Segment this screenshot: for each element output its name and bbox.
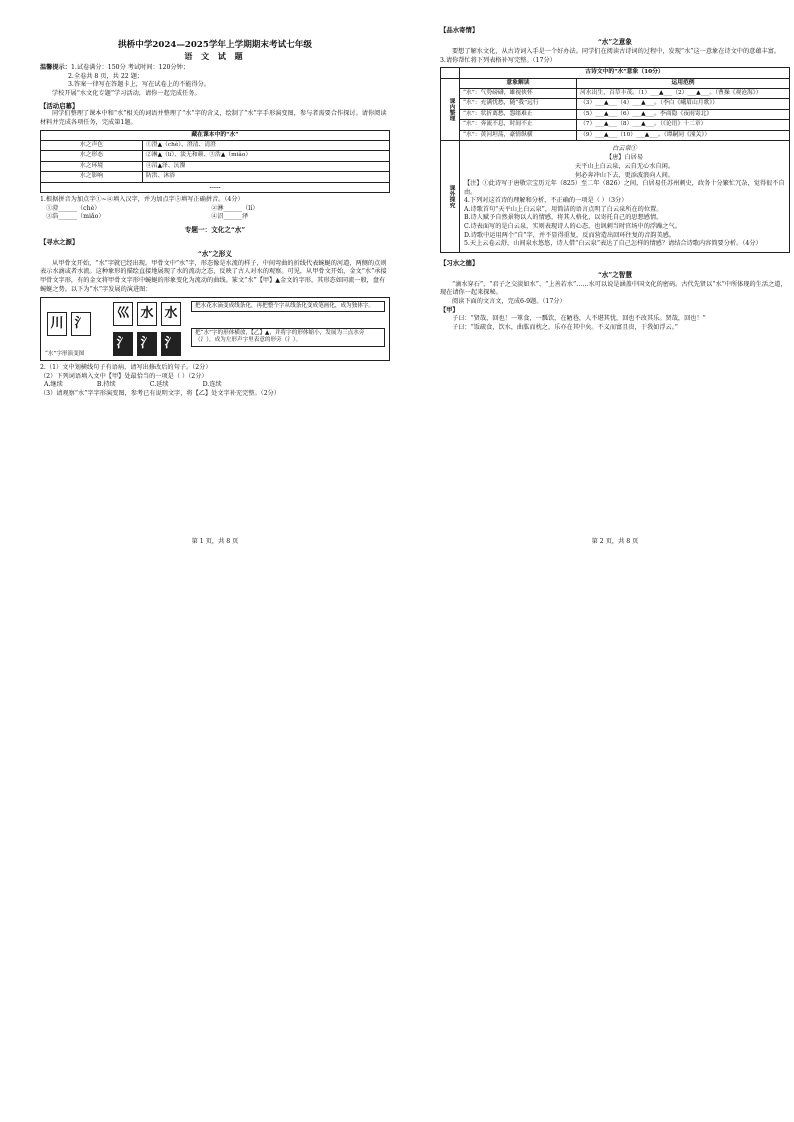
tips-label: 温馨提示： [40,64,71,71]
section-wisdom: 【习水之德】 [440,258,479,267]
article-title: “水”之意象 [598,38,632,46]
table-cell: “水”：黄河坦荡，豪情纵横 [460,130,577,140]
table-row [441,89,790,99]
poem-line-1: 天平山上白云泉，云自无心水自闲。 [575,163,674,171]
water-evolution-figure [40,297,390,361]
option-b: B.持续 [96,381,116,389]
table-row [41,140,390,150]
table-cell: ①澄▲（chè）、澄清、清澄 [143,140,390,150]
question-5: 5.天上云卷云舒，山间泉水悠悠，诗人借“白云泉”表达了自己怎样的情感？请结合诗歌内容简要分析。（4分） [464,240,762,248]
in-class-label: 课内整理 [448,97,454,121]
table-cell: “水”：充满忧愁，随“我”远行 [460,99,577,109]
table-cell: “水”：气势磅礴，雄视侠怀 [460,89,577,99]
wisdom-intro: “滴水穿石”、“君子之交淡如水”、“上善若水”……水可以说是涵盖中国文化的密码。古代先贤以“水”中所体现的生活之道，现在请你一起来探秘。 [440,280,787,297]
tip-2: 2.全卷共 8 页，共 22 题； [68,72,144,80]
table-cell: （9）___▲___（10）___▲___。（谭嗣同《潼关》） [577,130,790,140]
table2-head: 运用范例 [577,78,790,88]
table-cell: （3）___▲___（4）___▲___。（李白《峨眉山月歌》） [577,99,790,109]
option-c: C.延续 [149,381,169,389]
passage-jia-label: 【甲】 [440,306,459,314]
article-title: “水”之形义 [198,249,232,258]
intro-text: 要想了解水文化，从古诗词入手是一个好办法。同学们在阅读古诗词的过程中，发现“水”这一意象在诗文中的意蕴丰富。 [452,48,781,55]
question-1-items [40,205,390,222]
section-seek: 【寻水之源】 [40,237,79,246]
question-3: 3.请你帮忙将下列表格补写完整。（17分） [440,56,556,64]
table-cell: ②淋▲（lí）、淡无和颜、③浩▲（miǎo） [143,151,390,161]
question-2-2: （2）下列词语填入文中【甲】处最恰当的一项是（ ）（2分） [40,372,208,380]
exam-page-1 [40,40,390,545]
table-cell: 防洪、沐浴 [143,172,390,182]
exam-subtitle: 语 文 试 题 [184,51,246,61]
question-1: 1.根据拼音为加点字①~④填入汉字，并为加点字⑤填写正确拼音。（4分） [40,196,244,203]
evolution-note-2: 把“水”字的形体横放，【乙】▲，并将字的形体缩小，发展为三点水旁（氵），成为左形声字里表意的形旁（氵）。 [191,328,385,346]
option-a: A.继续 [44,381,63,389]
q4-option-b: B.诗人赋予自然景物以人的情感，将其人格化，以寄托自己的思想感情。 [464,214,663,222]
seal-glyph: 水 [137,302,157,326]
q4-option-c: C.诗表面写的是白云泉，实则表现诗人的心态，也讽刺当时官场中的浮躁之气。 [464,223,681,230]
passage-jia-1: 子曰：“贤哉，回也！一箪食，一瓢饮，在陋巷，人不堪其忧，回也不改其乐。贤哉，回也！” [452,315,706,323]
imagery-table [440,67,790,253]
table-row [41,172,390,182]
oracle-glyph-2: 氵 [71,312,91,336]
label-cell [441,141,460,253]
variant-glyph-1: 氵 [113,332,133,356]
table-cell: （5）___▲___（6）___▲___。李商隐《夜雨寄北》 [577,109,790,119]
table-cell: （7）___▲___（8）___▲___。（《论语》十二章） [577,120,790,130]
question-2-options [40,381,390,390]
table-row [41,161,390,171]
table2-caption: 古诗文中的“水”意象（10分） [460,68,790,78]
table-row [41,151,390,161]
q4-option-d: D.诗歌中运用两个“自”字，并不显得重复，反而营造出回环往复的音韵美感。 [464,231,676,239]
variant-glyph-3: 氵 [161,332,181,356]
topic-1-heading: 专题一：文化之“水” [184,225,246,234]
q1-item: ①澄______（chè） [46,204,101,212]
table-row [441,99,790,109]
evolution-note-1: 把水花水滴变成线条化，再把整个字从线条化变成笔画化，成为独体字。 [191,301,385,312]
table-row [441,109,790,119]
table-cell: “水”：奔流不息，时间不止 [460,120,577,130]
tips-block [40,64,390,90]
regular-glyph: 水 [161,302,181,326]
wisdom-question: 阅读下面的文言文，完成6-9题。（17分） [452,297,566,305]
poem-note: 【注】①此诗写于唐敬宗宝历元年（825）至二年（826）之间，白居易任苏州刺史，政务十分繁忙冗杂，觉得很不自由。 [464,180,785,196]
table2-head: 意象解读 [460,78,577,88]
poem-cell [460,141,790,253]
table-cell: 水之声色 [41,140,143,150]
tip-3: 3.答案一律写在答题卡上，写在试卷上的不能得分。 [68,81,211,89]
table-cell: 水之环境 [41,161,143,171]
table1-caption: 藏在课本中的“水” [41,130,390,140]
table-row [441,130,790,140]
q1-item: ③浩______（miǎo） [46,213,105,221]
poem-title: 白云泉① [612,145,637,153]
label-cell [441,78,460,140]
spacer-cell [441,68,460,78]
q4-option-a: A.诗歌首句“天平山上白云泉”，用简洁的语言点明了白云泉所在的位置。 [464,205,663,213]
water-words-table [40,130,390,193]
table-row [441,120,790,130]
page-footer: 第 1 页，共 8 页 [191,538,239,545]
evolution-caption: “水”字形演变图 [45,351,85,358]
question-2-3: （3）请观察“水”字字形演变图，参考已有说明文字，将【乙】处文字补充完整。（2分） [40,389,281,397]
extra-class-label: 课外探究 [448,184,454,208]
passage-jia-2: 子曰：“饭疏食，饮水，曲肱而枕之，乐亦在其中矣。不义而富且贵，于我如浮云。” [452,323,678,331]
section-activity: 【活动启幕】 [40,102,79,111]
option-d: D.连续 [202,381,222,389]
tip-1: 1.试卷满分：150分 考试时间：120分钟； [70,64,190,71]
table-cell: 水之影响 [41,172,143,182]
variant-glyph-2: 氵 [137,332,157,356]
section-taste: 【品水寄情】 [440,26,479,34]
table-cell: ④沼▲泽、沆瀣 [143,161,390,171]
exam-page-2 [440,22,790,545]
q1-item: ②淋______（lí） [211,204,259,212]
question-4: 4.下列对这首诗的理解和分析，不正确的一项是（ ）（3分） [464,197,628,205]
article-body: 从甲骨文开始，“水”字就已经出现。甲骨文中“水”字，形态像是水流的样子，中间弯曲的折线代表蜿蜒的河道，两侧的点则表示水滴或者水流。这种象形的描绘直接地展现了水的流动之态，反映了古人对水的观察。可见，从甲骨文开始，金文“水”承接甲骨文字形，有的金文将甲骨文字形中蜿蜒的形象变化为流动的曲线。篆文“水”【甲】▲金文的字形，其形态如同流一般，盘有蜿蜒之势。以下为“水”字发展的演进图： [40,259,387,293]
table1-more: …… [41,182,390,192]
oracle-glyph-1: 川 [47,312,67,336]
table-cell: 河水出生，百草丰茂。（1）___▲___（2）___▲___。（曹操《观沧海》） [577,89,790,99]
table-cell: 水之形态 [41,151,143,161]
page-footer: 第 2 页，共 8 页 [591,538,639,545]
intro-text: 学校开展“水文化专题”学习活动，请你一起完成任务。 [52,89,201,97]
table-cell: “水”：状折离愁，怨绪难止 [460,109,577,119]
bronze-glyph: 巛 [113,302,133,326]
exam-title: 拱桥中学2024—2025学年上学期期末考试七年级 [118,40,312,50]
poem-line-2: 何必奔冲山下去，更添波浪向人间。 [575,172,674,180]
q1-item: ④沼______泽 [211,213,249,221]
poem-author: 【唐】白居易 [605,154,644,162]
question-2-1: 2.（1）文中划横线句子有语病，请写出修改后的句子。（2分） [40,364,212,372]
wisdom-title: “水”之智慧 [598,270,632,279]
activity-text: 同学们整理了课本中和“水”相关的词语并整理了“水”字的含义，绘制了“水”字手形演变图，参与者需要合作探讨。请你阅读材料并完成各项任务，完成第1题。 [40,110,387,126]
